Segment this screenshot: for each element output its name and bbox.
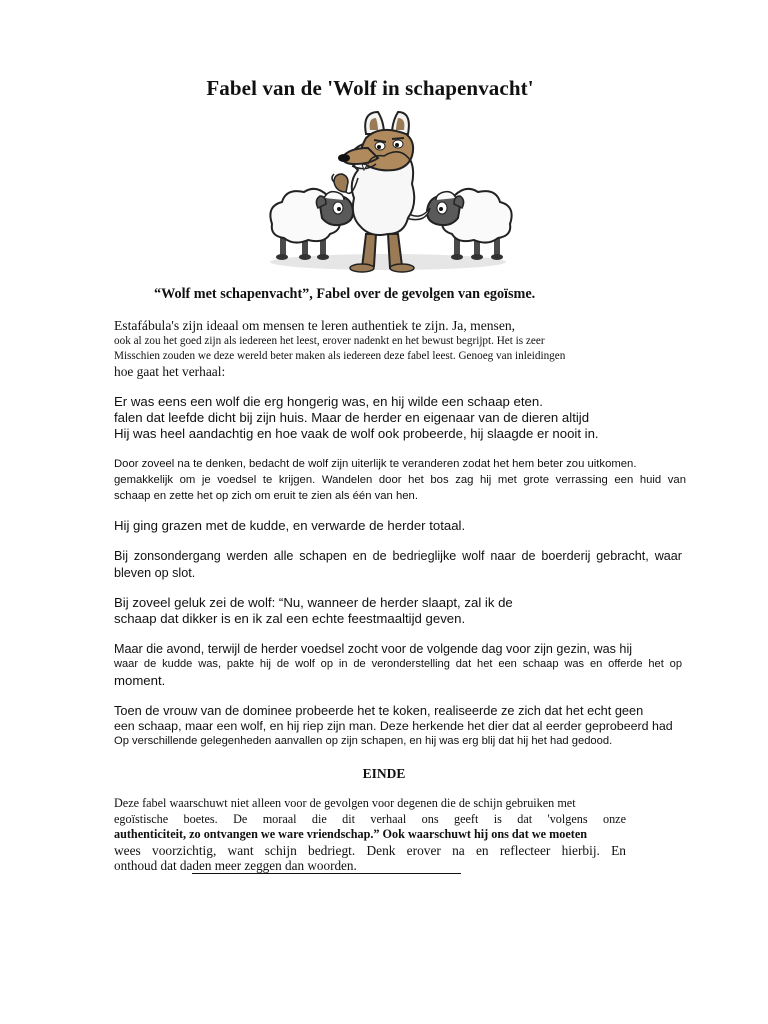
text-line: Maar die avond, terwijl de herder voedsel zocht voor de volgende dag voor zijn gezin, was hij [114, 642, 633, 656]
text-line [114, 858, 626, 874]
text-line: Hij ging grazen met de kudde, en verwarde de herder totaal. [114, 518, 466, 533]
left-sheep-figure [270, 189, 353, 260]
text-line: Hij was heel aandachtig en hoe vaak de wolf ook probeerde, hij slaagde er nooit in. [114, 426, 599, 441]
story-paragraph-7 [114, 703, 686, 749]
text-line: Misschien zouden we deze wereld beter maken als iedereen deze fabel leest. Genoeg van inleidingen [114, 350, 566, 362]
text-line: een schaap, maar een wolf, en hij riep zijn man. Deze herkende het dier dat al eerder geprobeerd had [114, 719, 673, 733]
text-line: Deze fabel waarschuwt niet alleen voor de gevolgen voor degenen die de schijn gebruiken met [114, 796, 576, 810]
text-line: schaap dat dikker is en ik zal een echte feestmaaltijd geven. [114, 611, 466, 626]
text-line: falen dat leefde dicht bij zijn huis. Maar de herder en eigenaar van de dieren altijd [114, 410, 590, 425]
text-line: Bij zoveel geluk zei de wolf: “Nu, wanneer de herder slaapt, zal ik de [114, 595, 513, 610]
text-line: wees voorzichtig, want schijn bedriegt. Denk erover na en reflecteer hierbij. En [114, 842, 626, 858]
moral-paragraph [114, 796, 626, 874]
document-title: Fabel van de 'Wolf in schapenvacht' [206, 76, 534, 100]
story-paragraph-6 [114, 641, 682, 690]
wolf-in-sheep-clothing-illustration [258, 108, 520, 274]
text-line: ook al zou het goed zijn als iedereen het leest, erover nadenkt en het bewust begrijpt. Het is zeer [114, 335, 545, 347]
text-line: waar de kudde was, pakte hij de wolf op in de veronderstelling dat het een schaap was en offerde het op [114, 658, 682, 670]
story-paragraph-1 [114, 394, 686, 442]
document-subtitle: “Wolf met schapenvacht”, Fabel over de gevolgen van egoïsme. [154, 286, 536, 302]
story-paragraph-5 [114, 595, 686, 627]
story-paragraph-2 [114, 456, 686, 504]
text-line: moment. [114, 673, 166, 688]
text-line: egoïstische boetes. De moraal die dit verhaal ons geeft is dat 'volgens onze [114, 811, 626, 826]
text-line: Op verschillende gelegenheden aanvallen op zijn schapen, en hij was erg blij dat hij het had gedood. [114, 735, 613, 747]
text-line: Er was eens een wolf die erg hongerig was, en hij wilde een schaap eten. [114, 394, 543, 409]
text-line: Door zoveel na te denken, bedacht de wolf zijn uiterlijk te veranderen zodat het hem beter zou uitkomen. [114, 458, 637, 470]
text-line: hoe gaat het verhaal: [114, 364, 226, 379]
right-sheep-figure [427, 189, 512, 260]
story-paragraph-3 [114, 518, 686, 534]
text-line: Estafábula's zijn ideaal om mensen te leren authentiek te zijn. Ja, mensen, [114, 318, 516, 333]
text-line: bleven op slot. [114, 566, 196, 580]
wolf-figure [332, 112, 430, 272]
moral-last-line-start: onthoud dat da [114, 858, 193, 874]
text-line: Bij zonsondergang werden alle schapen en de bedrieglijke wolf naar de boerderij gebracht, waar [114, 549, 682, 563]
end-heading: EINDE [362, 766, 406, 781]
text-line: gemakkelijk om je voedsel te krijgen. Wandelen door het bos zag hij met grote verrassing een huid van [114, 474, 686, 486]
story-paragraph-4 [114, 548, 682, 582]
text-line: Toen de vrouw van de dominee probeerde het te koken, realiseerde ze zich dat het echt geen [114, 703, 644, 718]
text-line: schaap en zette het op zich om eruit te zien als één van hen. [114, 490, 418, 502]
intro-paragraph [114, 318, 674, 380]
text-line: authenticiteit, zo ontvangen we ware vriendschap.” Ook waarschuwt hij ons dat we moeten [114, 827, 588, 842]
moral-underlined-text: den meer zeggen dan woorden. [192, 858, 460, 874]
